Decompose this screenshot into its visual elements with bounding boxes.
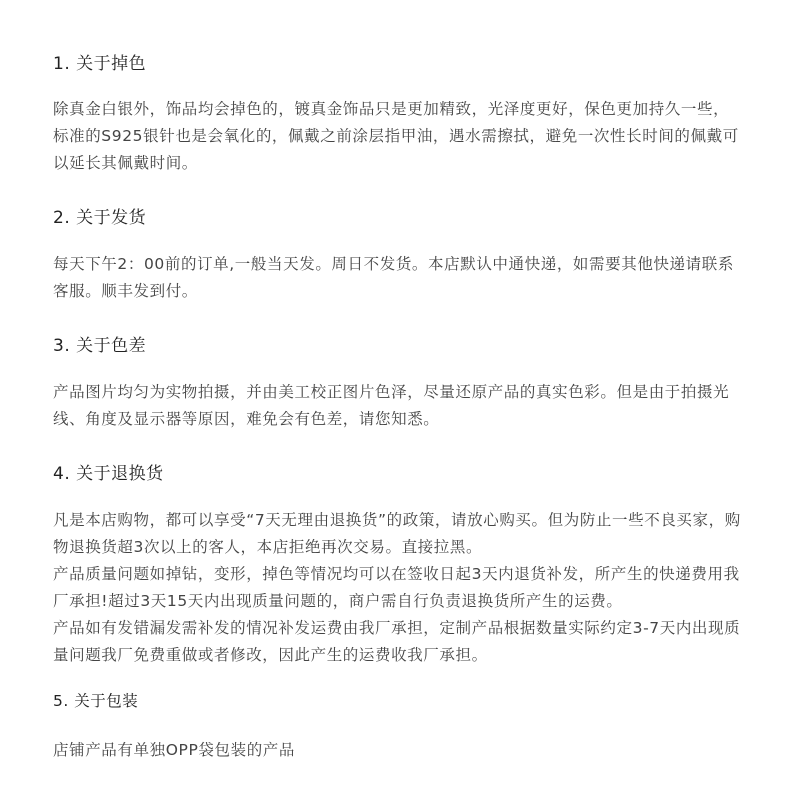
paragraph: 店铺产品有单独OPP袋包装的产品 — [53, 741, 295, 759]
section-title-returns: 4. 关于退换货 — [53, 464, 164, 484]
paragraph: 产品图片均匀为实物拍摄，并由美工校正图片色泽，尽量还原产品的真实色彩。但是由于拍摄光线、角度及显示器等原因，难免会有色差，请您知悉。 — [53, 383, 730, 428]
section-body-shipping — [53, 251, 743, 305]
section-body-color-difference — [53, 379, 743, 433]
section-title-shipping: 2. 关于发货 — [53, 208, 147, 228]
section-title-packaging: 5. 关于包装 — [53, 692, 139, 710]
section-body-returns — [53, 507, 743, 669]
paragraph: 凡是本店购物，都可以享受“7天无理由退换货”的政策，请放心购买。但为防止一些不良买家，购物退换货超3次以上的客人，本店拒绝再次交易。直接拉黑。 — [53, 511, 741, 556]
section-title-fading: 1. 关于掉色 — [53, 54, 147, 74]
section-body-fading — [53, 96, 743, 177]
paragraph: 每天下午2：00前的订单,一般当天发。周日不发货。本店默认中通快递，如需要其他快递请联系客服。顺丰发到付。 — [53, 255, 734, 300]
section-title-color-difference: 3. 关于色差 — [53, 336, 147, 356]
paragraph: 除真金白银外，饰品均会掉色的，镀真金饰品只是更加精致，光泽度更好，保色更加持久一些，标准的S925银针也是会氧化的，佩戴之前涂层指甲油，遇水需擦拭，避免一次性长时间的佩戴可以延长其佩戴时间。 — [53, 100, 739, 172]
paragraph: 产品质量问题如掉钻，变形，掉色等情况均可以在签收日起3天内退货补发，所产生的快递费用我厂承担!超过3天15天内出现质量问题的，商户需自行负责退换货所产生的运费。 — [53, 565, 740, 610]
paragraph: 产品如有发错漏发需补发的情况补发运费由我厂承担，定制产品根据数量实际约定3-7天内出现质量问题我厂免费重做或者修改，因此产生的运费收我厂承担。 — [53, 619, 741, 664]
section-body-packaging — [53, 737, 743, 764]
